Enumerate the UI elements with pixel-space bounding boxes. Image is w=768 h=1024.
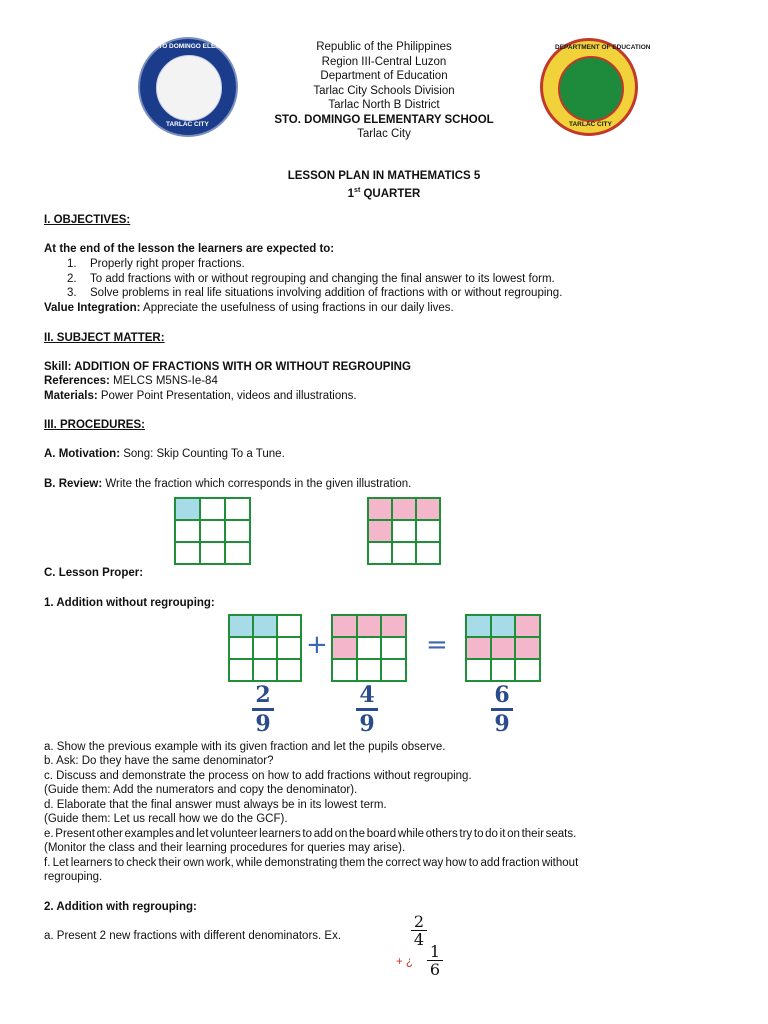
materials-line: Materials: Power Point Presentation, videos and illustrations. xyxy=(44,390,357,402)
addition-with-heading: 2. Addition with regrouping: xyxy=(44,901,197,913)
lesson-title: LESSON PLAN IN MATHEMATICS 5 xyxy=(287,170,481,182)
fraction-six-ninths xyxy=(487,684,517,735)
motivation-line: A. Motivation: Song: Skip Counting To a Tune. xyxy=(44,448,285,460)
addend-grid-2 xyxy=(331,614,407,682)
quarter-title: 1st QUARTER xyxy=(347,187,421,200)
subject-matter-heading: II. SUBJECT MATTER: xyxy=(44,332,165,344)
objectives-heading: I. OBJECTIVES: xyxy=(44,214,131,226)
seal-bottom-text: TARLAC CITY xyxy=(166,121,209,128)
review-grid-blue xyxy=(174,497,251,565)
header-city: Tarlac City xyxy=(357,128,411,140)
denominator: 4 xyxy=(413,930,425,949)
numerator: 1 xyxy=(429,942,441,961)
denominator: 6 xyxy=(429,960,441,979)
step-line: regrouping. xyxy=(44,871,103,883)
header-district: Tarlac North B District xyxy=(328,99,440,111)
header-region: Region III-Central Luzon xyxy=(321,56,447,68)
header-school: STO. DOMINGO ELEMENTARY SCHOOL xyxy=(274,114,494,126)
fraction-two-ninths xyxy=(248,684,278,735)
objective-item: Properly right proper fractions. xyxy=(90,258,245,270)
equals-sign: = xyxy=(426,630,448,660)
step-line: d. Elaborate that the final answer must always be in its lowest term. xyxy=(44,799,387,811)
objective-item: To add fractions with or without regrouping and changing the final answer to its lowest form. xyxy=(90,273,555,285)
step-line: f. Let learners to check their own work, while demonstrating them the correct way how to add fraction without xyxy=(44,857,579,869)
review-line: B. Review: Write the fraction which corresponds in the given illustration. xyxy=(44,478,412,490)
seal-bottom-text: TARLAC CITY xyxy=(569,121,612,128)
step-line: a. Show the previous example with its given fraction and let the pupils observe. xyxy=(44,741,446,753)
review-grid-pink xyxy=(367,497,441,565)
procedures-heading: III. PROCEDURES: xyxy=(44,419,145,431)
numerator: 2 xyxy=(255,682,271,708)
plus-sign: + xyxy=(306,630,328,660)
numerator: 4 xyxy=(359,682,375,708)
step-line: e. Present other examples and let volunteer learners to add on the board while others try to do it on their seats. xyxy=(44,828,577,840)
addition-without-heading: 1. Addition without regrouping: xyxy=(44,597,215,609)
lesson-proper-heading: C. Lesson Proper: xyxy=(44,567,144,579)
fraction-four-ninths xyxy=(352,684,382,735)
denominator: 9 xyxy=(255,711,271,737)
seal-ring-text: DEPARTMENT OF EDUCATION xyxy=(555,44,651,51)
step-line: (Guide them: Let us recall how we do the GCF). xyxy=(44,813,288,825)
value-integration: Value Integration: Appreciate the usefulness of using fractions in our daily lives. xyxy=(44,302,454,314)
step-line: c. Discuss and demonstrate the process on how to add fractions without regrouping. xyxy=(44,770,472,782)
seal-ring-text: STO DOMINGO ELEMENTARY SCHOOL xyxy=(154,43,277,50)
denominator: 9 xyxy=(494,711,510,737)
objectives-intro: At the end of the lesson the learners are expected to: xyxy=(44,243,335,255)
numerator: 6 xyxy=(494,682,510,708)
step-line: a. Present 2 new fractions with different denominators. Ex. xyxy=(44,930,342,942)
step-line: (Guide them: Add the numerators and copy the denominator). xyxy=(44,784,358,796)
header-division: Tarlac City Schools Division xyxy=(313,85,455,97)
objective-num: 1. xyxy=(67,258,77,270)
step-line: (Monitor the class and their learning procedures for queries may arise). xyxy=(44,842,406,854)
step-line: b. Ask: Do they have the same denominator? xyxy=(44,755,274,767)
sum-grid xyxy=(465,614,541,682)
header-republic: Republic of the Philippines xyxy=(316,41,452,53)
example-fraction-one-sixth xyxy=(425,944,445,977)
numerator: 2 xyxy=(413,912,425,931)
objective-item: Solve problems in real life situations involving addition of fractions with or without regrouping. xyxy=(90,287,563,299)
skill-line: Skill: ADDITION OF FRACTIONS WITH OR WITHOUT REGROUPING xyxy=(44,361,411,373)
objective-num: 2. xyxy=(67,273,77,285)
references-line: References: MELCS M5NS-Ie-84 xyxy=(44,375,218,387)
example-operator: + ¿ xyxy=(396,956,413,968)
example-fraction-two-fourths xyxy=(409,914,429,947)
denominator: 9 xyxy=(359,711,375,737)
addend-grid-1 xyxy=(228,614,302,682)
objective-num: 3. xyxy=(67,287,77,299)
header-department: Department of Education xyxy=(320,70,448,82)
